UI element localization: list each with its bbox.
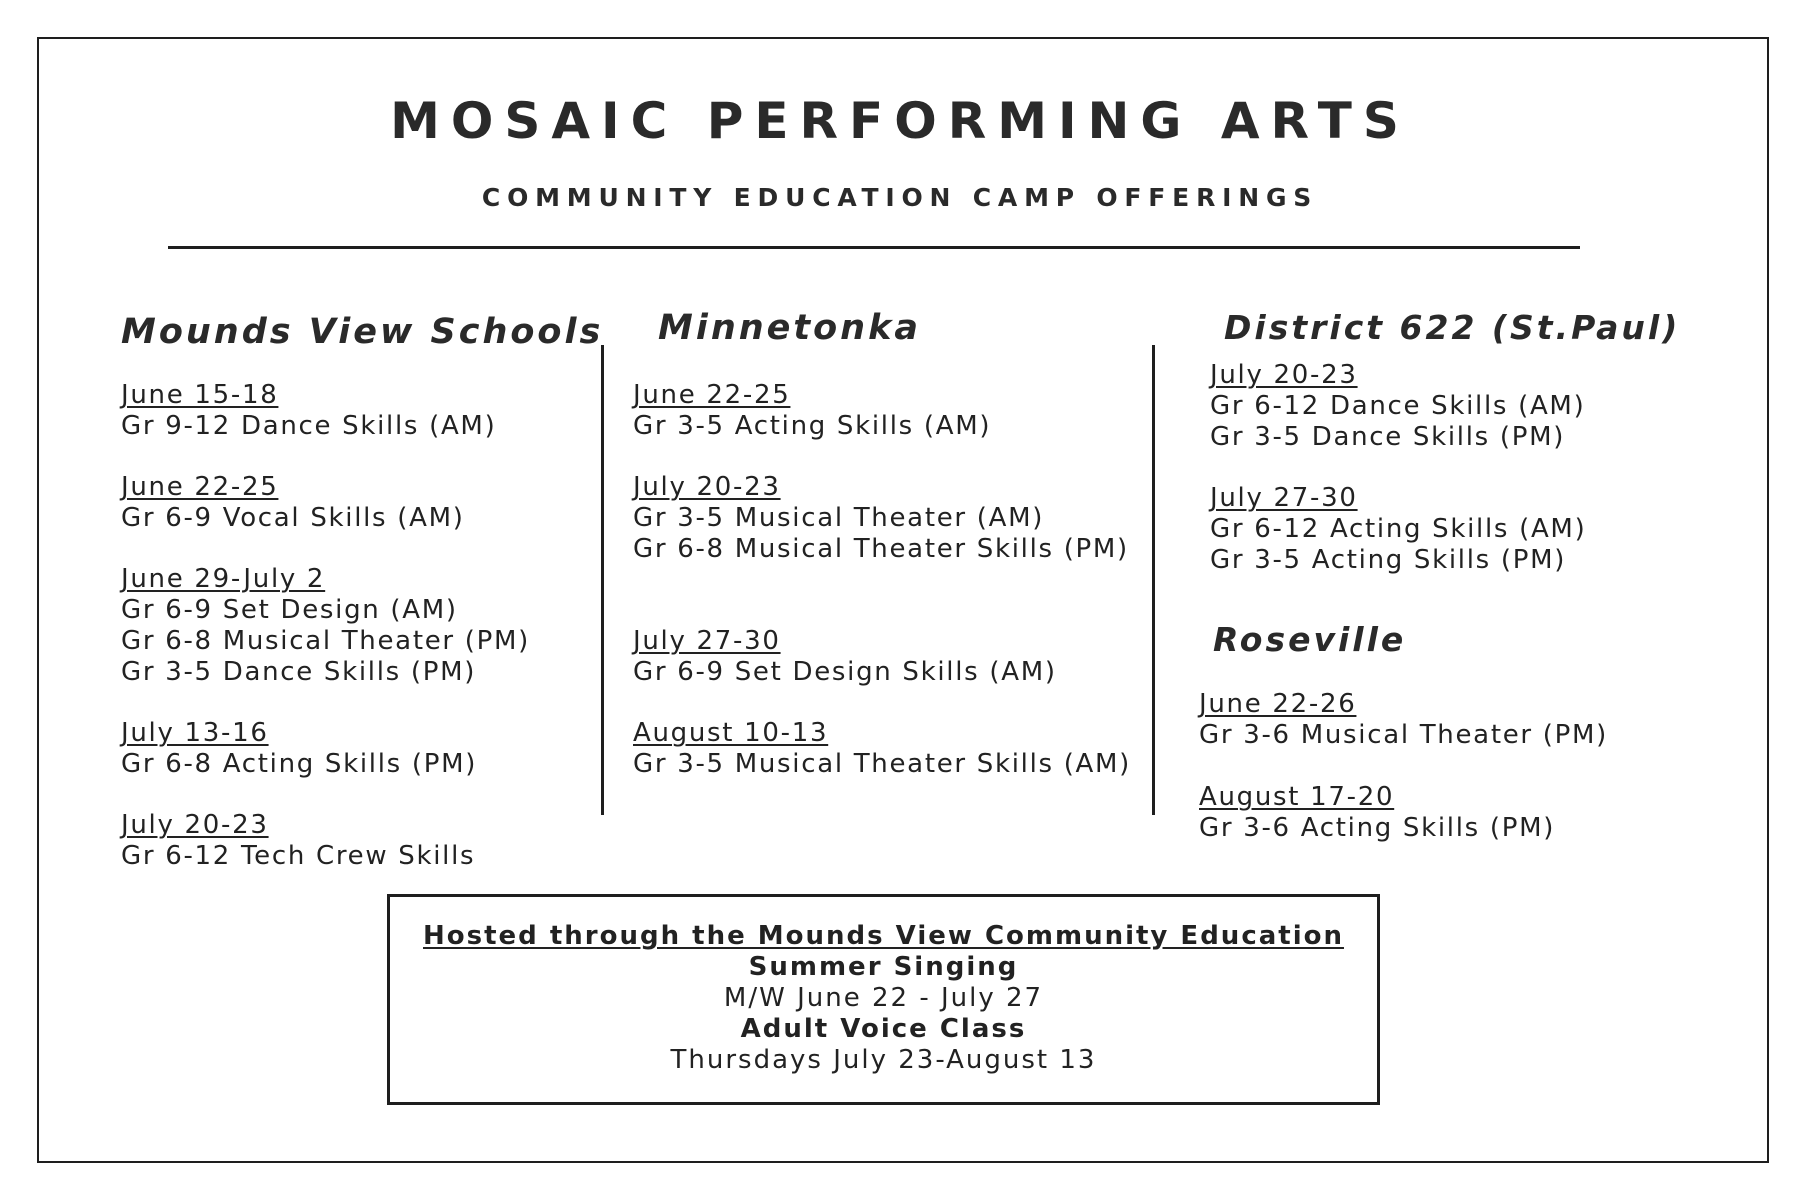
mounds-view-session	[121, 472, 465, 534]
session-class: Gr 6-9 Vocal Skills (AM)	[121, 503, 465, 533]
mounds-view-heading: Mounds View Schools	[121, 312, 604, 352]
mounds-view-session	[121, 810, 475, 872]
session-class: Gr 6-8 Musical Theater Skills (PM)	[633, 534, 1129, 564]
session-class: Gr 3-5 Acting Skills (PM)	[1210, 545, 1567, 575]
session-date: June 15-18	[121, 380, 279, 410]
minnetonka-session	[633, 626, 1057, 688]
minnetonka-session	[633, 472, 1129, 565]
session-date: June 22-25	[633, 380, 791, 410]
session-date: June 29-July 2	[121, 564, 326, 594]
header-divider	[168, 246, 1580, 249]
session-class: Gr 6-12 Acting Skills (AM)	[1210, 514, 1587, 544]
page-title: MOSAIC PERFORMING ARTS	[390, 92, 1410, 150]
session-class: Gr 6-12 Tech Crew Skills	[121, 841, 476, 871]
roseville-session	[1199, 782, 1555, 844]
column-divider-left	[601, 345, 604, 815]
session-class: Gr 9-12 Dance Skills (AM)	[121, 411, 497, 441]
session-date: July 20-23	[121, 810, 269, 840]
session-date: July 20-23	[633, 472, 781, 502]
session-class: Gr 3-6 Acting Skills (PM)	[1199, 813, 1556, 843]
session-date: August 10-13	[633, 718, 829, 748]
session-class: Gr 3-5 Musical Theater (AM)	[633, 503, 1045, 533]
session-class: Gr 6-12 Dance Skills (AM)	[1210, 391, 1586, 421]
session-date: July 27-30	[633, 626, 781, 656]
session-class: Gr 3-5 Dance Skills (PM)	[121, 657, 477, 687]
minnetonka-session	[633, 718, 1131, 780]
hosted-class-name: Adult Voice Class	[740, 1014, 1027, 1044]
hosted-title: Hosted through the Mounds View Community Education	[423, 921, 1344, 951]
mounds-view-session	[121, 564, 530, 688]
page-subtitle: COMMUNITY EDUCATION CAMP OFFERINGS	[481, 183, 1319, 212]
session-class: Gr 3-5 Dance Skills (PM)	[1210, 422, 1566, 452]
mounds-view-session	[121, 718, 477, 780]
hosted-class-schedule: M/W June 22 - July 27	[723, 983, 1044, 1013]
district-622-session	[1210, 483, 1586, 576]
roseville-session	[1199, 689, 1608, 751]
session-class: Gr 6-8 Acting Skills (PM)	[121, 749, 478, 779]
district-622-session	[1210, 360, 1585, 453]
hosted-class-schedule: Thursdays July 23-August 13	[670, 1045, 1097, 1075]
session-class: Gr 6-9 Set Design Skills (AM)	[633, 657, 1057, 687]
minnetonka-heading: Minnetonka	[658, 308, 921, 348]
hosted-class-name: Summer Singing	[748, 952, 1019, 982]
session-class: Gr 3-5 Acting Skills (AM)	[633, 411, 992, 441]
roseville-heading: Roseville	[1213, 620, 1407, 659]
minnetonka-session	[633, 380, 991, 442]
session-class: Gr 6-9 Set Design (AM)	[121, 595, 458, 625]
mounds-view-session	[121, 380, 496, 442]
session-date: July 13-16	[121, 718, 269, 748]
district-622-heading: District 622 (St.Paul)	[1224, 308, 1681, 347]
session-date: August 17-20	[1199, 782, 1395, 812]
session-class: Gr 3-5 Musical Theater Skills (AM)	[633, 749, 1132, 779]
session-date: July 20-23	[1210, 360, 1358, 390]
column-divider-right	[1152, 345, 1155, 815]
session-class: Gr 3-6 Musical Theater (PM)	[1199, 720, 1608, 750]
session-date: June 22-26	[1199, 689, 1357, 719]
hosted-info-box	[387, 894, 1380, 1105]
session-date: June 22-25	[121, 472, 279, 502]
session-date: July 27-30	[1210, 483, 1358, 513]
session-class: Gr 6-8 Musical Theater (PM)	[121, 626, 530, 656]
